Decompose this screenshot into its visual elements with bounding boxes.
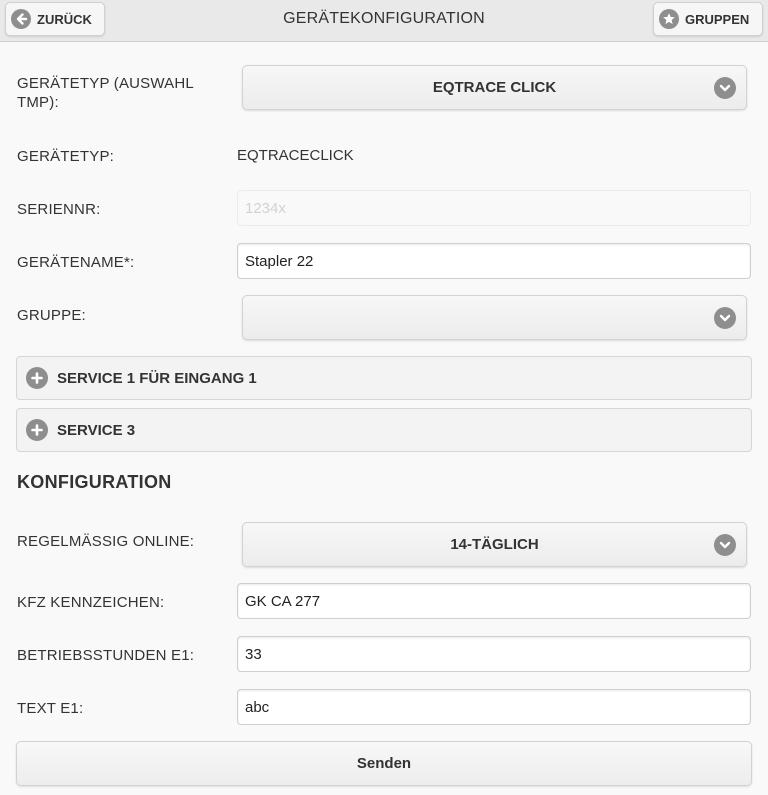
text-e1-label: TEXT E1:	[17, 700, 84, 717]
device-type-label: GERÄTETYP:	[17, 148, 115, 165]
device-type-select[interactable]	[242, 65, 747, 110]
license-plate-label: KFZ KENNZEICHEN:	[17, 594, 165, 611]
arrow-left-icon	[11, 9, 31, 29]
text-e1-input[interactable]	[237, 689, 751, 725]
submit-button[interactable]: Senden	[16, 741, 752, 786]
device-name-label: GERÄTENAME*:	[17, 254, 135, 271]
device-name-input[interactable]	[237, 243, 751, 279]
serial-number-label: SERIENNR:	[17, 201, 101, 218]
service-3-collapsible[interactable]	[16, 408, 752, 452]
online-interval-label: REGELMÄSSIG ONLINE:	[17, 533, 195, 550]
group-label: GRUPPE:	[17, 307, 86, 324]
chevron-down-icon	[714, 307, 736, 329]
service-1-label: SERVICE 1 FÜR EINGANG 1	[57, 369, 257, 387]
plus-icon	[26, 419, 48, 441]
back-button-label: ZURÜCK	[37, 11, 92, 27]
page-title: GERÄTEKONFIGURATION	[283, 10, 485, 27]
star-icon	[659, 9, 679, 29]
plus-icon	[26, 367, 48, 389]
groups-button[interactable]	[653, 2, 763, 36]
license-plate-input[interactable]	[237, 583, 751, 619]
online-interval-value: 14-TÄGLICH	[450, 536, 539, 553]
chevron-down-icon	[714, 534, 736, 556]
configuration-heading: KONFIGURATION	[17, 472, 172, 492]
service-1-collapsible[interactable]	[16, 356, 752, 400]
device-type-select-value: EQTRACE CLICK	[432, 79, 557, 96]
groups-button-label: GRUPPEN	[685, 11, 750, 27]
group-select[interactable]	[242, 295, 747, 340]
operating-hours-label: BETRIEBSSTUNDEN E1:	[17, 647, 195, 664]
chevron-down-icon	[714, 77, 736, 99]
operating-hours-input[interactable]	[237, 636, 751, 672]
back-button[interactable]	[5, 2, 105, 36]
device-type-value: EQTRACECLICK	[237, 147, 354, 164]
serial-number-input	[237, 190, 751, 226]
online-interval-select[interactable]	[242, 522, 747, 567]
header-bar	[0, 0, 768, 42]
device-type-select-label: GERÄTETYP (AUSWAHL TMP):	[17, 75, 194, 111]
service-3-label: SERVICE 3	[57, 421, 136, 439]
